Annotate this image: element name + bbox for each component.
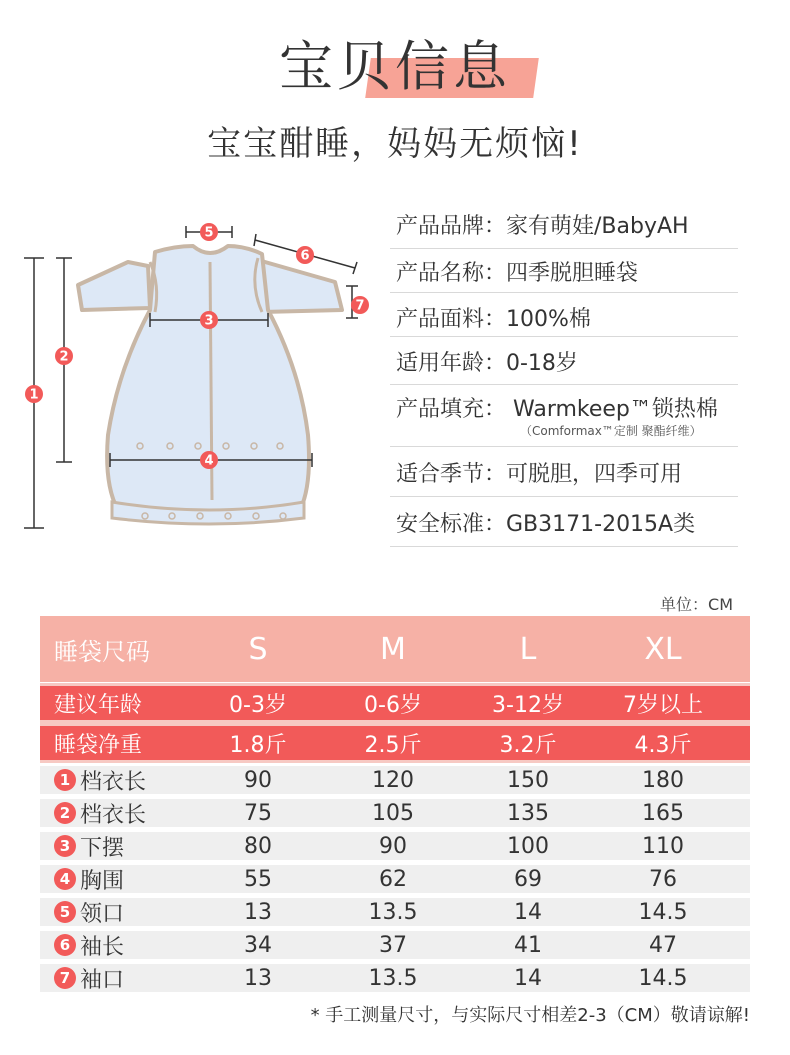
size-s: S [248, 631, 268, 667]
table-cell: 69 [514, 866, 542, 892]
table-cell: 180 [642, 767, 684, 793]
table-cell: 34 [244, 932, 272, 958]
marker-6 [296, 246, 314, 264]
row-label-cell [40, 964, 185, 992]
table-cell: 13 [244, 899, 272, 925]
info-text: 产品品牌：家有萌娃/BabyAH [396, 214, 689, 239]
row-label-cell [40, 832, 185, 860]
table-row [40, 832, 750, 860]
marker-3 [200, 311, 218, 329]
table-cell: 14 [514, 899, 542, 925]
row-label-cell [40, 865, 185, 893]
svg-text:4: 4 [204, 453, 214, 469]
row-label: 胸围 [80, 868, 125, 894]
table-cell: 0-6岁 [364, 692, 422, 718]
table-cell: 37 [379, 932, 407, 958]
sleeping-bag-illustration [78, 246, 342, 524]
table-cell: 150 [507, 767, 549, 793]
table-cell: 62 [379, 866, 407, 892]
table-cell: 3-12岁 [492, 692, 564, 718]
table-row [40, 964, 750, 992]
info-text: 产品名称：四季脱胆睡袋 [396, 261, 639, 286]
info-text: 产品面料：100%棉 [396, 307, 591, 332]
size-m: M [380, 631, 406, 667]
row-label-cell [40, 931, 185, 959]
table-cell: 55 [244, 866, 272, 892]
svg-text:7: 7 [355, 298, 365, 314]
info-text: 适用年龄：0-18岁 [396, 351, 578, 376]
table-cell: 7岁以上 [623, 692, 703, 718]
unit-label: 单位：CM [660, 595, 733, 614]
table-cell: 105 [372, 800, 414, 826]
info-row-filling [390, 384, 738, 447]
table-cell: 165 [642, 800, 684, 826]
table-cell: 75 [244, 800, 272, 826]
row-label: 档衣长 [80, 802, 147, 828]
table-cell: 120 [372, 767, 414, 793]
row-label: 建议年龄 [54, 692, 143, 718]
table-cell: 4.3斤 [634, 732, 692, 758]
number-badge: 3 [54, 835, 76, 857]
table-row [40, 766, 750, 794]
row-label-cell [40, 766, 185, 794]
table-cell: 80 [244, 833, 272, 859]
page-subtitle: 宝宝酣睡，妈妈无烦恼! [207, 124, 583, 164]
number-badge: 7 [54, 967, 76, 989]
table-cell: 0-3岁 [229, 692, 287, 718]
footnote: * 手工测量尺寸，与实际尺寸相差2-3（CM）敬请谅解! [310, 1005, 750, 1026]
number-badge: 1 [54, 769, 76, 791]
info-text: 产品填充： Warmkeep™锁热棉 [396, 397, 718, 422]
info-row-season [390, 446, 738, 497]
row-label: 袖口 [80, 967, 125, 993]
table-cell: 47 [649, 932, 677, 958]
number-badge: 5 [54, 901, 76, 923]
row-label: 下摆 [80, 835, 125, 861]
number-badge: 2 [54, 802, 76, 824]
row-label: 袖长 [80, 934, 125, 960]
table-cell: 90 [244, 767, 272, 793]
row-label: 领口 [80, 901, 125, 927]
table-cell: 13 [244, 965, 272, 991]
table-cell: 13.5 [368, 965, 418, 991]
marker-2 [55, 347, 73, 365]
table-cell: 13.5 [368, 899, 418, 925]
row-label-cell [40, 898, 185, 926]
number-badge: 4 [54, 868, 76, 890]
table-cell: 14 [514, 965, 542, 991]
table-cell: 135 [507, 800, 549, 826]
marker-4 [200, 451, 218, 469]
row-label: 睡袋净重 [54, 732, 143, 758]
table-row [40, 865, 750, 893]
table-cell: 14.5 [638, 899, 688, 925]
table-row [40, 799, 750, 827]
svg-text:2: 2 [59, 349, 69, 365]
table-cell: 110 [642, 833, 684, 859]
table-cell: 76 [649, 866, 677, 892]
page-title: 宝贝信息 [279, 35, 511, 98]
info-row-fabric [390, 292, 738, 337]
age-row [40, 683, 750, 723]
info-text: 适合季节：可脱胆，四季可用 [396, 462, 683, 487]
svg-text:3: 3 [204, 313, 214, 329]
table-cell: 90 [379, 833, 407, 859]
size-xl: XL [644, 631, 682, 667]
table-cell: 14.5 [638, 965, 688, 991]
svg-text:5: 5 [204, 225, 214, 241]
info-subtext: （Comformax™定制 聚酯纤维） [520, 424, 702, 438]
info-row-standard [390, 496, 738, 547]
header-label: 睡袋尺码 [54, 637, 150, 666]
table-cell: 2.5斤 [364, 732, 422, 758]
marker-5 [200, 223, 218, 241]
svg-text:1: 1 [29, 387, 39, 403]
table-cell: 3.2斤 [499, 732, 557, 758]
info-row-name [390, 248, 738, 293]
size-l: L [519, 631, 537, 667]
row-label-cell [40, 799, 185, 827]
table-cell: 100 [507, 833, 549, 859]
table-cell: 41 [514, 932, 542, 958]
marker-1 [25, 385, 43, 403]
table-cell: 1.8斤 [229, 732, 287, 758]
info-row-brand [390, 200, 738, 249]
number-badge: 6 [54, 934, 76, 956]
row-label: 档衣长 [80, 769, 147, 795]
marker-7 [351, 296, 369, 314]
weight-row [40, 723, 750, 763]
sleeping-bag-diagram [0, 200, 390, 550]
info-row-age [390, 336, 738, 385]
info-text: 安全标准：GB3171-2015A类 [396, 512, 696, 537]
svg-text:6: 6 [300, 248, 310, 264]
table-row [40, 898, 750, 926]
table-row [40, 931, 750, 959]
size-header-row [40, 616, 750, 682]
